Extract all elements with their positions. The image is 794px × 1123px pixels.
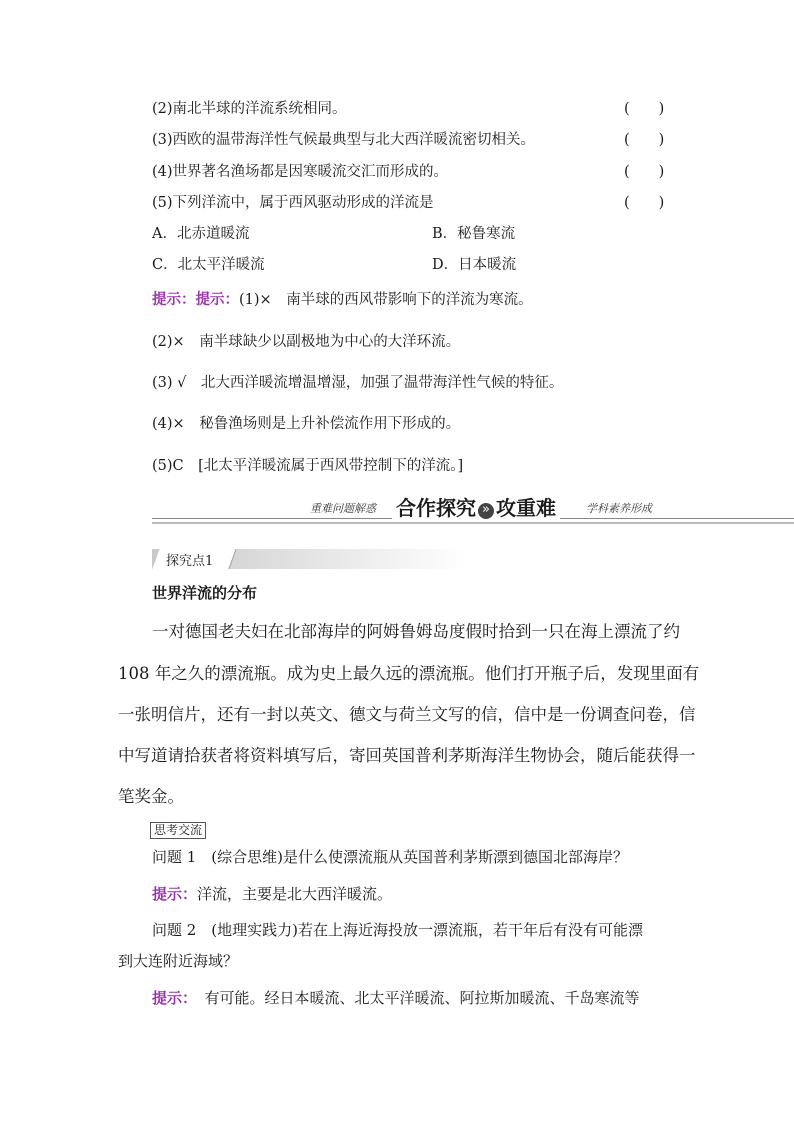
answer-blank-3: ( ): [624, 132, 665, 148]
question-5: (5)下列洋流中，属于西风驱动形成的洋流是: [152, 195, 434, 211]
hint-label: 提示：: [152, 885, 198, 903]
think-hint-2: [152, 987, 640, 1008]
option-a: A．北赤道暖流: [152, 226, 250, 242]
banner-title-part2: 攻重难: [496, 496, 556, 520]
think-question-1: 问题 1 (综合思维)是什么使漂流瓶从英国普利茅斯漂到德国北部海岸？: [152, 848, 629, 866]
paragraph-line-5: 笔奖金。: [118, 787, 184, 806]
hint-label: 提示：: [152, 989, 190, 1007]
option-b: B．秘鲁寒流: [432, 226, 516, 242]
think-question-2-line-1: 问题 2 (地理实践力)若在上海近海投放一漂流瓶，若干年后有没有可能漂: [152, 921, 644, 939]
banner-title: [392, 492, 560, 521]
answer-blank-5: ( ): [624, 195, 665, 211]
answer-3: (3) √ 北大西洋暖流增温增湿，加强了温带海洋性气候的特征。: [152, 375, 564, 391]
double-arrow-icon: »: [478, 503, 494, 519]
think-hint-2-text: 有可能。经日本暖流、北太平洋暖流、阿拉斯加暖流、千岛寒流等: [204, 989, 640, 1007]
option-d: D．日本暖流: [432, 257, 517, 273]
think-hint-1-text: 洋流，主要是北大西洋暖流。: [197, 885, 393, 903]
option-c: C．北太平洋暖流: [152, 257, 265, 273]
banner-rule-bottom: [152, 522, 794, 524]
banner-title-part1: 合作探究: [396, 496, 476, 520]
section-title: 世界洋流的分布: [152, 584, 258, 602]
paragraph-line-3: 一张明信片，还有一封以英文、德文与荷兰文写的信，信中是一份调查问卷，信: [118, 705, 696, 724]
banner-right-text: 学科素养形成: [582, 500, 656, 516]
answer-blank-2: ( ): [624, 101, 665, 117]
think-hint-1: [152, 883, 392, 904]
paragraph-line-1: 一对德国老夫妇在北部海岸的阿姆鲁姆岛度假时拾到一只在海上漂流了约: [152, 622, 680, 641]
think-discuss-label: 思考交流: [150, 822, 206, 839]
paragraph-line-4: 中写道请拾获者将资料填写后，寄回英国普利茅斯海洋生物协会，随后能获得一: [118, 746, 696, 765]
think-question-2-line-2: 到大连附近海域？: [118, 952, 239, 970]
question-2: (2)南北半球的洋流系统相同。: [152, 101, 347, 117]
answer-2: (2)× 南半球缺少以副极地为中心的大洋环流。: [152, 334, 461, 350]
answer-blank-4: ( ): [624, 164, 665, 180]
answer-1-text: (1)× 南半球的西风带影响下的洋流为寒流。: [239, 292, 533, 308]
banner-left-text: 重难问题解惑: [306, 500, 380, 516]
answer-5: (5)C [北太平洋暖流属于西风带控制下的洋流。]: [152, 458, 464, 474]
paragraph-line-2: 108 年之久的漂流瓶。成为史上最久远的漂流瓶。他们打开瓶子后，发现里面有: [118, 664, 700, 683]
hint-label: 提示：提示：: [152, 292, 239, 308]
question-3: (3)西欧的温带海洋性气候最典型与北大西洋暖流密切相关。: [152, 132, 536, 148]
answer-1: [152, 288, 533, 309]
section-tag: 探究点1: [166, 554, 214, 569]
question-4: (4)世界著名渔场都是因寒暖流交汇而形成的。: [152, 164, 449, 180]
answer-4: (4)× 秘鲁渔场则是上升补偿流作用下形成的。: [152, 416, 461, 432]
